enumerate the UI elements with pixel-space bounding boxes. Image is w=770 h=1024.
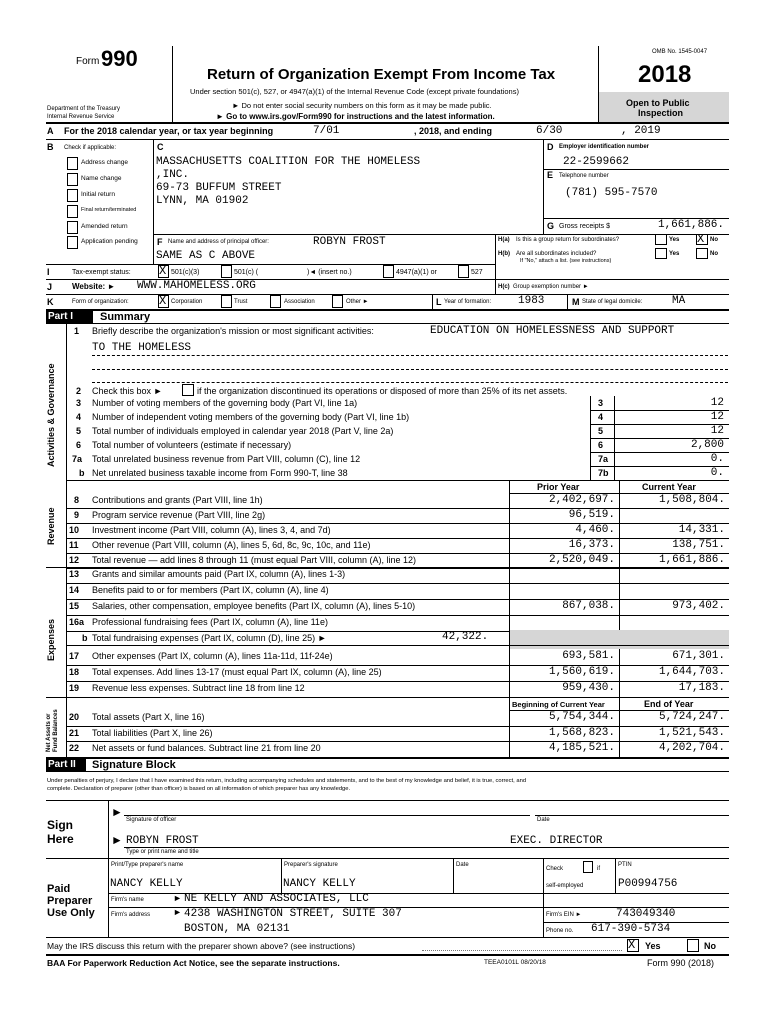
line1-text: Briefly describe the organization's mission or most significant activities: xyxy=(92,326,374,336)
org-address-city: LYNN, MA 01902 xyxy=(156,195,249,207)
opt-association: Association xyxy=(284,299,315,305)
501c-box[interactable] xyxy=(221,265,232,278)
side-expenses: Expenses xyxy=(46,618,56,661)
discuss-text: May the IRS discuss this return with the preparer shown above? (see instructions) xyxy=(47,941,356,951)
discuss-no: No xyxy=(704,941,716,951)
corporation-mark: X xyxy=(159,294,167,308)
section-g-title: Gross receipts $ xyxy=(559,223,610,230)
hc-text: Group exemption number ► xyxy=(513,284,589,290)
firm-ein-label: Firm's EIN ► xyxy=(546,912,582,918)
b-item-label: Initial return xyxy=(81,191,115,198)
gov-line-text: Total number of volunteers (estimate if necessary) xyxy=(92,440,292,450)
line-a-mid: , 2018, and ending xyxy=(414,126,493,136)
firm-name: NE KELLY AND ASSOCIATES, LLC xyxy=(184,893,369,905)
section-i-title: Tax-exempt status: xyxy=(72,269,131,276)
preparer-date-label: Date xyxy=(456,862,469,868)
preparer-sig-label: Preparer's signature xyxy=(284,862,338,868)
gov-line-num: 5 xyxy=(76,426,82,436)
part1-label: Part I xyxy=(48,311,74,322)
section-e-title: Telephone number xyxy=(559,173,609,179)
instr-website: ► Go to www.irs.gov/Form990 for instructions and the latest information. xyxy=(216,112,495,121)
current-value: 671,301. xyxy=(672,650,725,662)
col-prior-year: Prior Year xyxy=(537,482,580,492)
website: WWW.MAHOMELESS.ORG xyxy=(137,280,256,292)
gov-line-value: 12 xyxy=(710,397,724,409)
opt-501c3: 501(c)(3) xyxy=(171,269,200,276)
side-governance: Activities & Governance xyxy=(46,363,56,467)
discuss-yes: Yes xyxy=(645,941,661,951)
col-current-year: Current Year xyxy=(642,482,696,492)
section-g-label: G xyxy=(547,221,555,231)
opt-501c: 501(c) ( xyxy=(234,269,259,276)
form-code: TEEA0101L 08/20/18 xyxy=(484,959,546,966)
line-text: Professional fundraising fees (Part IX, column (A), line 11e) xyxy=(92,617,328,627)
tax-year-end-year: , 2019 xyxy=(621,125,661,137)
current-value: 1,508,804. xyxy=(658,494,725,506)
sig-date-label: Date xyxy=(537,817,550,823)
col-end-year: End of Year xyxy=(644,699,694,709)
section-f-label: F xyxy=(157,237,163,247)
self-employed-label: self-employed xyxy=(546,883,584,889)
org-name: MASSACHUSETTS COALITION FOR THE HOMELESS xyxy=(156,156,421,168)
ha-text: Is this a group return for subordinates? xyxy=(516,237,620,243)
form-subtitle: Under section 501(c), 527, or 4947(a)(1) of the Internal Revenue Code (except private foundations) xyxy=(190,87,519,96)
other-box[interactable] xyxy=(332,295,343,308)
preparer-ptin: P00994756 xyxy=(618,878,678,890)
section-m-label: M xyxy=(572,297,580,307)
tax-year: 2018 xyxy=(638,61,692,88)
firm-address-label: Firm's address xyxy=(111,912,151,918)
prior-value: 5,754,344. xyxy=(548,711,615,723)
gov-line-box: 5 xyxy=(598,426,604,436)
line-num: 10 xyxy=(69,525,80,535)
firm-name-label: Firm's name xyxy=(111,897,144,903)
line-num: 16a xyxy=(69,617,85,627)
hb-text: Are all subordinates included? xyxy=(516,251,597,257)
discuss-yes-mark: X xyxy=(628,938,636,952)
line-text: Total expenses. Add lines 13-17 (must equal Part IX, column (A), line 25) xyxy=(92,667,382,677)
section-d-label: D xyxy=(547,142,554,152)
line-num: 21 xyxy=(69,727,80,738)
dept-irs: Internal Revenue Service xyxy=(47,114,115,120)
b-item-label: Application pending xyxy=(81,238,138,245)
gov-line-num: 6 xyxy=(76,440,82,450)
line-num: 12 xyxy=(69,555,80,565)
line-num: 8 xyxy=(74,495,80,505)
side-net-assets-1: Net Assets or xyxy=(46,713,52,752)
current-value: 138,751. xyxy=(672,539,725,551)
b-checkbox-5[interactable] xyxy=(67,236,78,249)
hb-no-box[interactable] xyxy=(696,248,708,259)
open-public: Open to Public xyxy=(626,98,690,108)
section-c-label: C xyxy=(157,142,164,152)
line-text: Revenue less expenses. Subtract line 18 from line 12 xyxy=(92,683,305,693)
penalty-text-2: complete. Declaration of preparer (other than officer) is based on all information of which preparer has any knowledge. xyxy=(47,786,351,792)
line-num: 20 xyxy=(69,712,80,722)
sig-officer-label: Signature of officer xyxy=(126,817,177,823)
line-num: 15 xyxy=(69,601,80,611)
gov-line-num: 3 xyxy=(76,398,82,408)
line-a-label: A xyxy=(47,126,54,136)
hc-label: H(c) xyxy=(498,284,510,290)
org-address-street: 69-73 BUFFUM STREET xyxy=(156,182,282,194)
hb-yes-box[interactable] xyxy=(655,248,667,259)
line-num: 17 xyxy=(69,651,80,661)
current-value: 17,183. xyxy=(678,682,725,694)
phone-label: Phone no. xyxy=(546,928,574,934)
current-value: 14,331. xyxy=(678,524,725,536)
4947-box[interactable] xyxy=(383,265,394,278)
prior-value: 959,430. xyxy=(562,682,615,694)
instr-ssn: ► Do not enter social security numbers on this form as it may be made public. xyxy=(232,101,492,110)
firm-ein: 743049340 xyxy=(616,908,676,920)
col-beginning: Beginning of Current Year xyxy=(512,700,605,709)
section-m-title: State of legal domicile: xyxy=(582,299,643,305)
opt-trust: Trust xyxy=(234,299,248,305)
line2-text-a: Check this box ► xyxy=(92,386,163,396)
gross-receipts: 1,661,886. xyxy=(657,219,724,231)
gov-line-box: 7b xyxy=(598,468,609,478)
opt-4947: 4947(a)(1) or xyxy=(396,269,437,276)
form-footer: Form 990 (2018) xyxy=(647,958,715,968)
ha-label: H(a) xyxy=(498,237,510,243)
section-k-label: K xyxy=(47,297,54,307)
prior-value: 867,038. xyxy=(562,600,615,612)
firm-address-1: 4238 WASHINGTON STREET, SUITE 307 xyxy=(184,908,402,920)
opt-insert-no: )◄ (insert no.) xyxy=(307,269,352,276)
gov-line-num: 4 xyxy=(76,412,82,422)
gov-line-value: 0. xyxy=(710,467,724,479)
gov-line-value: 0. xyxy=(710,453,724,465)
line-text: Program service revenue (Part VIII, line 2g) xyxy=(92,510,266,520)
tax-year-end: 6/30 xyxy=(536,125,563,137)
ha-yes: Yes xyxy=(669,237,680,243)
line-num: 11 xyxy=(69,540,79,550)
name-title-label: Type or print name and title xyxy=(126,849,199,855)
527-box[interactable] xyxy=(458,265,469,278)
gov-line-box: 6 xyxy=(598,440,604,450)
preparer-signature: NANCY KELLY xyxy=(283,878,356,890)
gov-line-text: Total number of individuals employed in calendar year 2018 (Part V, line 2a) xyxy=(92,426,394,436)
check-label: Check xyxy=(546,866,564,872)
gov-line-box: 3 xyxy=(598,398,604,408)
line-text: Total liabilities (Part X, line 26) xyxy=(92,727,213,738)
b-item-label: Address change xyxy=(81,159,128,166)
dept-treasury: Department of the Treasury xyxy=(47,106,121,112)
line-text: Total assets (Part X, line 16) xyxy=(92,712,205,722)
employer-id: 22-2599662 xyxy=(563,156,630,168)
gov-line-box: 4 xyxy=(598,412,604,422)
b-checkbox-4[interactable] xyxy=(67,221,78,234)
section-i-label: I xyxy=(47,267,50,277)
gov-line-num: b xyxy=(79,468,85,478)
section-b-title: Check if applicable: xyxy=(64,145,117,151)
line1-num: 1 xyxy=(74,326,80,336)
line2-num: 2 xyxy=(76,386,82,396)
ha-no-mark: X xyxy=(697,232,705,246)
line-text: Contributions and grants (Part VIII, line 1h) xyxy=(92,495,263,505)
gov-line-value: 12 xyxy=(710,411,724,423)
side-revenue: Revenue xyxy=(46,507,56,545)
firm-address-arrow-icon: ► xyxy=(173,907,182,917)
b-item-label: Amended return xyxy=(81,223,128,230)
opt-corporation: Corporation xyxy=(171,299,203,305)
b-checkbox-3[interactable] xyxy=(67,205,78,218)
line-text: Other expenses (Part IX, column (A), lines 11a-11d, 11f-24e) xyxy=(92,651,333,661)
b-checkbox-2[interactable] xyxy=(67,189,78,202)
inspection: Inspection xyxy=(638,108,684,118)
section-j-label: J xyxy=(47,282,53,292)
gov-line-text: Net unrelated business taxable income from Form 990-T, line 38 xyxy=(92,468,348,478)
sign-label: Sign xyxy=(47,818,73,832)
gov-line-text: Total unrelated business revenue from Part VIII, column (C), line 12 xyxy=(92,454,361,464)
opt-527: 527 xyxy=(471,269,483,276)
firm-name-arrow-icon: ► xyxy=(173,893,182,903)
line-text: Grants and similar amounts paid (Part IX, column (A), lines 1-3) xyxy=(92,569,346,579)
prior-value: 1,560,619. xyxy=(548,666,615,678)
current-value: 1,521,543. xyxy=(658,726,725,739)
hb-label: H(b) xyxy=(498,251,510,257)
b-item-label: Final return/terminated xyxy=(81,207,137,213)
line-text: Investment income (Part VIII, column (A), lines 3, 4, and 7d) xyxy=(92,525,331,535)
prior-value: 96,519. xyxy=(568,509,615,521)
line-num: 13 xyxy=(69,569,80,579)
prior-value: 16,373. xyxy=(568,539,615,551)
ha-no: No xyxy=(710,237,718,243)
firm-phone: 617-390-5734 xyxy=(591,923,671,935)
trust-box[interactable] xyxy=(221,295,232,308)
mission-2: TO THE HOMELESS xyxy=(92,342,192,354)
preparer-name: NANCY KELLY xyxy=(110,878,183,890)
mission: EDUCATION ON HOMELESSNESS AND SUPPORT xyxy=(430,325,675,337)
officer-name: ROBYN FROST xyxy=(126,835,199,847)
name-arrow-icon: ► xyxy=(111,833,123,847)
part2-title: Signature Block xyxy=(92,759,176,771)
form-word: Form xyxy=(76,56,100,67)
use-only-label: Use Only xyxy=(47,907,95,919)
prior-value: 4,185,521. xyxy=(548,742,615,754)
baa-text: BAA For Paperwork Reduction Act Notice, see the separate instructions. xyxy=(47,958,340,968)
line-text: Benefits paid to or for members (Part IX, column (A), line 4) xyxy=(92,585,329,595)
line16b-value: 42,322. xyxy=(442,631,489,643)
side-net-assets-2: Fund Balances xyxy=(53,709,59,752)
prior-value: 2,402,697. xyxy=(548,494,615,506)
b-item-label: Name change xyxy=(81,175,122,182)
here-label: Here xyxy=(47,832,74,846)
paid-label: Paid xyxy=(47,883,71,895)
gov-line-num: 7a xyxy=(72,454,83,464)
preparer-label: Preparer xyxy=(47,895,93,907)
section-b-label: B xyxy=(47,142,54,152)
current-value: 4,202,704. xyxy=(658,742,725,754)
principal-officer: ROBYN FROST xyxy=(313,236,386,248)
gov-line-text: Number of independent voting members of the governing body (Part VI, line 1b) xyxy=(92,412,410,422)
section-d-title: Employer identification number xyxy=(559,144,650,150)
sign-arrow-icon: ► xyxy=(111,805,123,819)
association-box[interactable] xyxy=(270,295,281,308)
part2-label: Part II xyxy=(48,759,76,770)
section-j-title: Website: ► xyxy=(72,282,116,291)
self-employed-box[interactable] xyxy=(583,861,593,873)
line-num: 9 xyxy=(74,510,80,520)
hb-note: If "No," attach a list. (see instructions) xyxy=(520,258,612,264)
prior-value: 693,581. xyxy=(562,650,615,662)
current-value: 1,661,886. xyxy=(658,554,725,566)
state-domicile: MA xyxy=(672,295,686,307)
line2-text-b: if the organization discontinued its operations or disposed of more than 25% of its net assets. xyxy=(197,386,568,396)
tax-year-begin: 7/01 xyxy=(313,125,340,137)
telephone: (781) 595-7570 xyxy=(565,187,658,199)
line-text: Net assets or fund balances. Subtract line 21 from line 20 xyxy=(92,743,321,753)
gov-line-value: 2,800 xyxy=(690,439,724,451)
ptin-label: PTIN xyxy=(618,862,632,868)
b-checkbox-1[interactable] xyxy=(67,173,78,186)
form-number: 990 xyxy=(101,46,138,71)
section-e-label: E xyxy=(547,170,554,180)
if-label: if xyxy=(597,866,600,872)
line-text: Salaries, other compensation, employee benefits (Part IX, column (A), lines 5-10) xyxy=(92,601,416,611)
line-text: Total revenue — add lines 8 through 11 (must equal Part VIII, column (A), line 12) xyxy=(92,555,416,565)
line2-checkbox[interactable] xyxy=(182,384,194,396)
gov-line-box: 7a xyxy=(598,454,609,464)
gov-line-text: Number of voting members of the governing body (Part VI, line 1a) xyxy=(92,398,358,408)
line-a-text: For the 2018 calendar year, or tax year beginning xyxy=(64,126,274,136)
org-name-2: ,INC. xyxy=(156,169,190,181)
current-value: 5,724,247. xyxy=(658,711,725,723)
penalty-text-1: Under penalties of perjury, I declare that I have examined this return, including accompanying schedules and statements, and to the best of my knowledge and belief, it is true, correct, and xyxy=(47,778,527,784)
print-name-label: Print/Type preparer's name xyxy=(111,862,184,868)
officer-address: SAME AS C ABOVE xyxy=(156,250,256,262)
opt-other: Other ► xyxy=(346,299,369,305)
prior-value: 1,568,823. xyxy=(548,726,615,739)
section-f-title: Name and address of principal officer: xyxy=(168,239,269,245)
officer-title: EXEC. DIRECTOR xyxy=(510,835,603,847)
hb-yes: Yes xyxy=(669,251,680,257)
line16b-text: Total fundraising expenses (Part IX, column (D), line 25) ► xyxy=(92,633,327,643)
omb-number: OMB No. 1545-0047 xyxy=(652,49,708,55)
year-formation: 1983 xyxy=(518,295,545,307)
current-value: 1,644,703. xyxy=(658,666,725,678)
line16b-num: b xyxy=(82,633,88,643)
section-l-title: Year of formation: xyxy=(444,299,492,305)
prior-value: 2,520,049. xyxy=(548,554,615,566)
ha-yes-box[interactable] xyxy=(655,234,667,245)
line-num: 19 xyxy=(69,683,80,693)
gov-line-value: 12 xyxy=(710,425,724,437)
line-num: 18 xyxy=(69,667,80,677)
line-num: 22 xyxy=(69,743,80,753)
current-value: 973,402. xyxy=(672,600,725,612)
prior-value: 4,460. xyxy=(575,524,615,536)
form-title: Return of Organization Exempt From Income Tax xyxy=(207,66,556,83)
firm-address-2: BOSTON, MA 02131 xyxy=(184,923,290,935)
part1-title: Summary xyxy=(100,311,151,323)
section-k-title: Form of organization: xyxy=(72,299,129,305)
hb-no: No xyxy=(710,251,718,257)
line-text: Other revenue (Part VIII, column (A), lines 5, 6d, 8c, 9c, 10c, and 11e) xyxy=(92,540,371,550)
section-l-label: L xyxy=(436,297,442,307)
b-checkbox-0[interactable] xyxy=(67,157,78,170)
discuss-no-box[interactable] xyxy=(687,939,699,952)
line-num: 14 xyxy=(69,585,80,595)
501c3-mark: X xyxy=(159,264,167,278)
